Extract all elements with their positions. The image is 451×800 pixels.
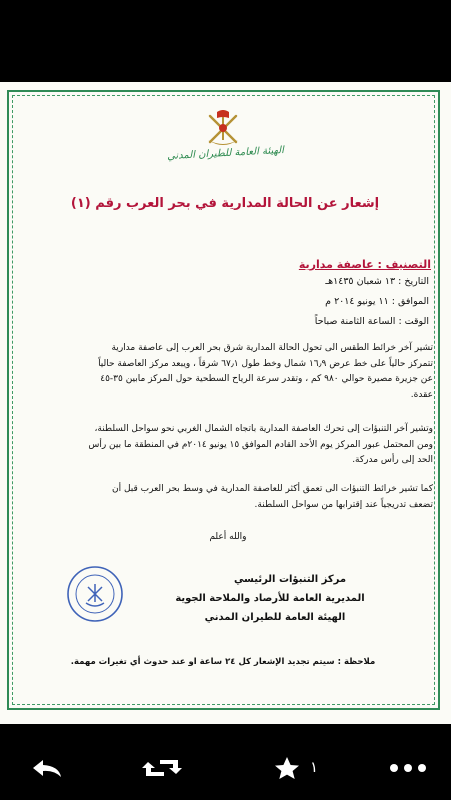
paragraph-1 bbox=[13, 341, 433, 403]
more-icon[interactable] bbox=[388, 756, 428, 780]
date-line: التاريخ : ١٣ شعبان ١٤٣٥هـ bbox=[325, 276, 429, 287]
classification: التصنيف : عاصفة مدارية bbox=[298, 258, 431, 271]
time-line: الوقت : الساعة الثامنة صباحاً bbox=[314, 316, 429, 327]
paragraph-line: كما تشير خرائط التنبؤات الى تعمق أكثر للعاصفة المدارية في وسط بحر العرب قبل أن bbox=[111, 484, 433, 494]
favorite-count: ١ bbox=[310, 758, 319, 776]
signature-line-1: مركز التنبؤات الرئيسي bbox=[233, 574, 347, 585]
signature-line-2: المديرية العامة للأرصاد والملاحة الجوية bbox=[175, 593, 365, 604]
paragraph-line: تضعف تدريجياً عند إقترابها من سواحل السلطنة. bbox=[254, 499, 433, 510]
top-black-bar bbox=[0, 0, 451, 82]
corresponding-date-line: الموافق : ١١ يونيو ٢٠١٤ م bbox=[325, 296, 429, 307]
reply-icon[interactable] bbox=[30, 756, 64, 780]
paragraph-line: تتمركز حالياً على خط عرض ١٦٫٩ شمال وخط طول ٦٧٫١ شرقاً ، ويبعد مركز العاصفة حالياً bbox=[98, 358, 433, 369]
retweet-icon[interactable] bbox=[142, 756, 182, 780]
paragraph-2 bbox=[13, 422, 433, 469]
paragraph-line: عقدة. bbox=[410, 389, 433, 400]
notice-document[interactable] bbox=[0, 82, 451, 724]
paragraph-line: تشير آخر خرائط الطقس الى تحول الحالة المدارية شرق بحر العرب إلى عاصفة مدارية bbox=[111, 343, 433, 353]
tweet-action-bar bbox=[0, 724, 451, 800]
authority-name: الهيئة العامة للطيران المدني bbox=[166, 144, 285, 163]
star-icon[interactable] bbox=[272, 756, 302, 780]
oman-emblem-icon bbox=[200, 106, 246, 152]
paragraph-line: ومن المحتمل عبور المركز يوم الأحد القادم الموافق ١٥ يونيو ٢٠١٤م في المنطقة ما بين رأس bbox=[88, 439, 433, 450]
footer-note: ملاحظة : سيتم تجديد الإشعار كل ٢٤ ساعة او عند حدوث أي تغيرات مهمة. bbox=[70, 657, 376, 667]
notice-title: إشعار عن الحالة المدارية في بحر العرب رقم (١) bbox=[70, 196, 380, 211]
paragraph-3 bbox=[13, 482, 433, 513]
paragraph-line: عن جزيرة مصيرة حوالي ٩٨٠ كم ، وتقدر سرعة الرياح السطحية حول المركز مابين ٣٥-٤٥ bbox=[100, 374, 433, 385]
official-seal-icon bbox=[66, 565, 124, 623]
paragraph-line: وتشير آخر التنبؤات إلى تحرك العاصفة المدارية باتجاه الشمال الغربي نحو سواحل السلطنة، bbox=[94, 424, 433, 434]
paragraph-line: الحد إلى رأس مدركة. bbox=[352, 455, 433, 466]
closing-phrase: والله أعلم bbox=[209, 532, 247, 542]
signature-line-3: الهيئة العامة للطيران المدني bbox=[204, 612, 346, 623]
